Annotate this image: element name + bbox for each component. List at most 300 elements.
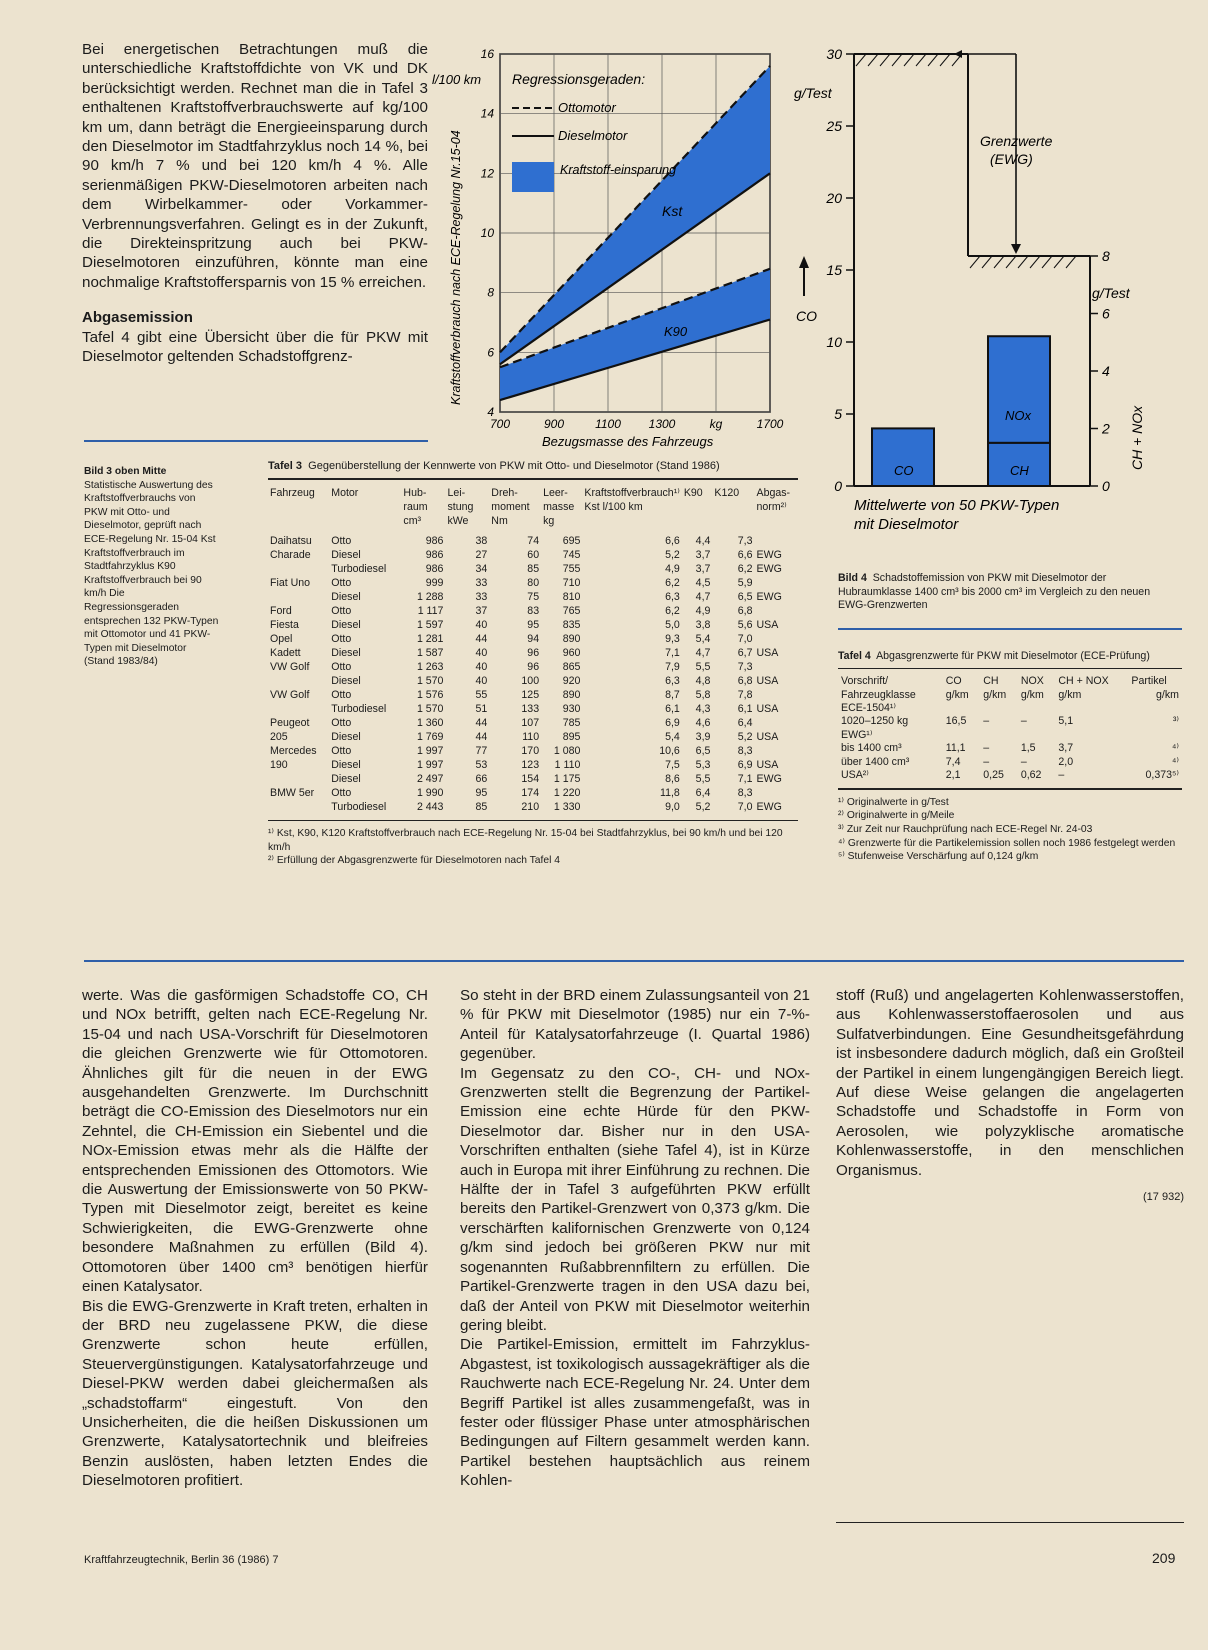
table3-cell: 5,0 [665, 618, 680, 631]
table3-cell: 7,0 [737, 632, 753, 645]
table3-cell: 110 [522, 730, 540, 743]
table3-cell: Otto [331, 632, 352, 645]
table3-row [268, 758, 798, 772]
table3-cell: Diesel [331, 758, 361, 771]
table3-cell: 4,4 [695, 534, 711, 547]
table3-cell: 125 [521, 688, 540, 701]
table3-cell: Fiesta [270, 618, 299, 631]
table3-cell: 6,3 [665, 590, 680, 603]
table3-cell: 1 570 [416, 702, 444, 715]
table3-cell: Diesel [331, 548, 361, 561]
table3-row [268, 674, 798, 688]
table3-cell: 5,4 [695, 632, 711, 645]
table3-cell: 9,3 [665, 632, 680, 645]
fig3-legend-savings: Kraftstoff-einsparung [560, 163, 677, 177]
table4-cell: 2,0 [1058, 755, 1074, 768]
table3-cell: 1 570 [416, 674, 444, 687]
table3-title-label: Tafel 3 [268, 460, 303, 472]
table3-cell: 96 [527, 646, 540, 659]
table3-header-cell: Fahrzeug [270, 486, 315, 499]
table3-cell: Otto [331, 576, 352, 589]
table3-cell: 5,4 [665, 730, 680, 743]
table4-header-cell: g/km [945, 688, 969, 701]
table3-cell: 4,6 [695, 716, 711, 729]
table3-cell: 154 [521, 772, 540, 785]
table4-cell [1128, 702, 1182, 715]
table3-header-cell: K90 [683, 486, 703, 499]
fig4-right-tick-label: 2 [1102, 420, 1110, 437]
table4-cell: 3,7 [1058, 742, 1074, 755]
fig4-limit-text-1: Grenzwerte [980, 133, 1053, 149]
table3-cell: 66 [475, 772, 488, 785]
figure4-caption-text: Schadstoffemission von PKW mit Dieselmotor der Hubraumklasse 1400 cm³ bis 2000 cm³ im Vergleich zu den neuen EWG-Grenzwerten [838, 572, 1151, 612]
table4-cell: ⁴⁾ [1171, 742, 1179, 755]
table3-cell [755, 786, 798, 800]
table3-cell: 96 [527, 660, 540, 673]
fig3-y-unit: l/100 km [432, 72, 482, 87]
table3-cell: 5,2 [737, 730, 753, 743]
table3-row [268, 646, 798, 660]
table3-cell: 5,6 [737, 618, 753, 631]
table4-cell [1055, 729, 1128, 742]
table3-cell: 986 [425, 548, 444, 561]
table3-row [268, 716, 798, 730]
table3-cell: 7,3 [737, 534, 753, 547]
fig3-legend-savings-swatch [512, 162, 554, 192]
table4-title-label: Tafel 4 [838, 650, 871, 662]
table3-cell: 695 [562, 534, 581, 547]
col3-end-rule [836, 1522, 1184, 1523]
table3-cell: Diesel [331, 674, 361, 687]
table3-row [268, 562, 798, 576]
fig3-label-kst: Kst [662, 203, 683, 219]
table3-cell: 1 990 [416, 786, 444, 799]
table3-cell: 55 [475, 688, 488, 701]
table3-cell: USA [756, 674, 779, 687]
table4-cell: 0,62 [1020, 768, 1042, 781]
table3-cell: 2 443 [416, 800, 444, 813]
table3-cell: 1 175 [553, 772, 581, 785]
table3-row [268, 660, 798, 674]
fig4-up-arrow-head [799, 256, 809, 268]
table3-cell: 123 [521, 758, 540, 771]
table3-cell: 785 [562, 716, 581, 729]
col2-paragraph-2: Im Gegensatz zu den CO-, CH- und NOx-Grenzwerten stellt die Begrenzung der Partikel-Emission eine echte Hürde für den PKW-Dieselmotor dar. Bisher nur in den USA-Vorschriften enthalten (siehe Tafel 4), ist in Kürze auch in Europa mit ihrer Einführung zu rechnen. Die Hälfte der in Tafel 3 aufgeführten PKW erfüllt bereits den Partikel-Grenzwert von 0,373 g/km. Die verschärften kalifornischen Grenzwerte von 0,124 g/km sind jedoch bei größeren PKW nur mit sogenannten Rußabbrennfiltern zu erfüllen. Die Partikel-Grenzwerte tragen in den USA dazu bei, daß der Anteil von PKW mit Dieselmotor weiterhin gering bleibt. [460, 1064, 810, 1334]
table4-row [838, 702, 1182, 715]
table3-cell: USA [756, 730, 779, 743]
table4-header-cell: CH [983, 675, 999, 688]
column-2 [460, 986, 810, 1491]
table3-cell: Opel [270, 632, 293, 645]
table3-header-cell: K120 [714, 486, 740, 499]
intro-column [82, 40, 428, 367]
table3-cell: EWG [756, 800, 782, 813]
table3-cell: Diesel [331, 772, 361, 785]
table3-cell [268, 772, 329, 786]
fig4-right-unit: g/Test [1092, 285, 1130, 301]
table3-cell: 6,6 [665, 534, 680, 547]
table3-block [268, 460, 798, 868]
table3-cell: 765 [562, 604, 581, 617]
table3-cell: 5,8 [695, 688, 711, 701]
table3-cell: 37 [475, 604, 488, 617]
table3-cell: Otto [331, 786, 352, 799]
fig4-left-ticks [825, 46, 854, 494]
table3-header-cell: Hub-raum cm³ [403, 486, 428, 527]
table3-cell: 5,3 [695, 758, 711, 771]
table3-cell: 895 [562, 730, 581, 743]
table4-cell: 7,4 [945, 755, 961, 768]
figure3-caption [84, 465, 219, 669]
table3-cell: 835 [562, 618, 581, 631]
table3-cell: 1 587 [416, 646, 444, 659]
fig3-x-tick-label: 1100 [595, 417, 621, 431]
table3-row [268, 590, 798, 604]
table3-cell: 174 [521, 786, 540, 799]
table3-cell: 95 [527, 618, 540, 631]
fig4-chnox-limit-hatch [970, 256, 1076, 268]
table3-cell [755, 534, 798, 548]
table3-cell: Diesel [331, 618, 361, 631]
fig4-right-tick-label: 8 [1102, 248, 1110, 264]
table4-top-rule [838, 668, 1182, 670]
table3-cell: Turbodiesel [331, 562, 387, 575]
table3-cell: 60 [527, 548, 540, 561]
table3-cell: 986 [425, 562, 444, 575]
table3-cell: 710 [562, 576, 581, 589]
table3-cell: 5,9 [737, 576, 753, 589]
table4-header-cell: g/km [983, 688, 1007, 701]
table4-cell: 1,5 [1020, 742, 1036, 755]
table3-body [268, 534, 798, 814]
table4-cell: ECE-1504¹⁾ [841, 701, 897, 714]
table3-cell: 7,5 [665, 758, 680, 771]
table4-block [838, 650, 1182, 864]
table3-cell: 6,5 [695, 744, 711, 757]
table3-cell: 205 [270, 730, 288, 743]
table3-footnotes [268, 827, 788, 868]
table3-cell: 6,7 [737, 646, 753, 659]
table4-bottom-rule [838, 788, 1182, 790]
table3-cell: Otto [331, 716, 352, 729]
fig3-x-axis-label: Bezugsmasse des Fahrzeugs [542, 434, 714, 449]
fig4-left-tick-label: 10 [826, 334, 842, 350]
table3-cell: 5,5 [695, 772, 711, 785]
table3-cell: 7,8 [737, 688, 753, 701]
table3-cell: USA [756, 758, 779, 771]
table4-cell: 0,373⁵⁾ [1145, 768, 1179, 781]
table3-cell: 190 [270, 758, 288, 771]
table4-header-cell: Fahrzeugklasse [841, 688, 916, 701]
table3-cell: 80 [527, 576, 540, 589]
table3-cell: Diesel [331, 590, 361, 603]
table4-cell: 5,1 [1058, 715, 1074, 728]
table4-cell: EWG¹⁾ [841, 728, 873, 741]
table4-cell: über 1400 cm³ [841, 755, 910, 768]
fig3-y-tick-label: 10 [480, 226, 494, 240]
fig4-left-tick-label: 0 [834, 478, 842, 494]
table3-cell: 10,6 [659, 744, 680, 757]
table3-cell [755, 716, 798, 730]
table3-title [268, 460, 798, 472]
table3 [268, 486, 798, 814]
table4-title-text: Abgasgrenzwerte für PKW mit Dieselmotor (ECE-Prüfung) [876, 650, 1150, 662]
table3-cell: 51 [475, 702, 488, 715]
table3-cell: 77 [475, 744, 488, 757]
table3-cell: 8,3 [737, 744, 753, 757]
table4-cell: USA²⁾ [841, 768, 869, 781]
table3-cell: Otto [331, 688, 352, 701]
table3-cell: 6,8 [737, 604, 753, 617]
col1-paragraph-1: werte. Was die gasförmigen Schadstoffe CO, CH und NOx betrifft, gelten nach ECE-Regelung Nr. 15-04 und nach USA-Vorschrift für Dieselmotoren die gleichen Grenzwerte wie für Ottomotoren. Ähnliches gilt für die neuen in der EWG ausgehandelten Grenzwerte. Im Durchschnitt beträgt die CO-Emission des Dieselmotors nur ein Zehntel, die CH-Emission ein Siebentel und die NOx-Emission etwas mehr als die Hälfte der entsprechenden Emissionen des Ottomotors. Wie die Auswertung der Emissionswerte von 50 PKW-Typen mit Dieselmotor zeigt, bereitet es keine Schwierigkeiten, die EWG-Grenzwerte ohne besondere Maßnahmen zu erfüllen (Bild 4). Ottomotoren über 1400 cm³ benötigen hierfür einen Katalysator. [82, 987, 428, 1296]
table3-cell: 8,6 [665, 772, 680, 785]
table3-row [268, 702, 798, 716]
table3-cell: 75 [527, 590, 540, 603]
page-number: 209 [1152, 1550, 1176, 1566]
table3-cell: 83 [527, 604, 540, 617]
table3-cell: USA [756, 702, 779, 715]
table3-cell: 4,3 [695, 702, 711, 715]
figure3-caption-title: Bild 3 oben Mitte [84, 466, 167, 477]
table3-cell: 6,5 [737, 590, 753, 603]
col2-paragraph-3: Die Partikel-Emission, ermittelt im Fahrzyklus-Abgastest, ist toxikologisch aussagekräftiger als die Rauchwerte nach ECE-Regelung Nr. 24. Unter dem Begriff Partikel ist alles zusammengefaßt, was in fester oder flüssiger Phase unter atmosphärischen Bedingungen auf Filtern gesammelt werden kann. Partikel bestehen hauptsächlich aus reinem Kohlen- [460, 1336, 810, 1490]
table3-cell: 3,7 [695, 562, 711, 575]
table3-cell: 40 [475, 646, 488, 659]
col3-paragraph-1: stoff (Ruß) und angelagerten Kohlenwasserstoffen, aus Kohlenwasserstoffaerosolen und aus Sulfatverbindungen. Eine Gesundheitsgefährdung ist insbesondere dadurch möglich, daß ein Großteil der Partikel in einem lungengängigen Bereich liegt. Auf diese Weise gelangen die angelagerten Schadstoffe und Schadstoffe in Form von Aerosolen, wie polyzyklische aromatische Kohlenwasserstoffe, in den menschlichen Organismus. [836, 987, 1184, 1179]
table4-cell: – [983, 715, 990, 728]
table3-cell [755, 632, 798, 646]
table3-header-cell: Motor [331, 486, 359, 499]
table3-cell: 44 [475, 632, 488, 645]
table3-cell: 6,8 [737, 674, 753, 687]
fig4-x-text-2: mit Dieselmotor [854, 516, 959, 533]
table3-cell [755, 660, 798, 674]
fig3-y-tick-label: 4 [487, 405, 494, 419]
table3-cell: 6,1 [665, 702, 680, 715]
fig4-right-axis-name: CH + NOx [1129, 405, 1145, 470]
table3-cell: USA [756, 618, 779, 631]
table3-cell: 890 [562, 688, 581, 701]
table3-cell: 865 [562, 660, 581, 673]
fig3-x-tick-label: 1300 [648, 417, 676, 431]
table3-cell: EWG [756, 590, 782, 603]
table3-cell: 4,9 [665, 562, 680, 575]
table3-row [268, 772, 798, 786]
table4-cell: – [1058, 768, 1065, 781]
fig3-x-tick-label: kg [709, 417, 723, 431]
intro-paragraph: Bei energetischen Betrachtungen muß die unterschiedliche Kraftstoffdichte von VK und DK berücksichtigt werden. Rechnet man die in Tafel 3 enthaltenen Kraftstoffverbrauchswerte auf kg/100 km um, dann beträgt die Energieeinsparung durch den Dieselmotor im Stadtfahrzyklus noch 14 %, bei 90 km/h 7 % und bei 120 km/h 4 %. Alle serienmäßigen PKW-Dieselmotoren arbeiten nach dem Wirbelkammer- oder Vorkammer-Verbrennungsverfahren. Gelingt es in der Zukunft, die Direkteinspritzung auch bei PKW-Dieselmotoren einzuführen, könnte man eine nochmalige Kraftstoffersparnis von 15 % erreichen. [82, 41, 428, 291]
table3-cell: 1 769 [416, 730, 444, 743]
table3-cell: 2 497 [416, 772, 444, 785]
fig3-y-tick-label: 8 [487, 285, 494, 300]
table3-cell: 7,1 [665, 646, 680, 659]
table4-header-cell: Partikel [1131, 675, 1167, 688]
blue-rule-right [838, 628, 1182, 630]
table4-footnote: ³⁾ Zur Zeit nur Rauchprüfung nach ECE-Regel Nr. 24-03 [838, 824, 1093, 836]
table4-footnote: ²⁾ Originalwerte in g/Meile [838, 810, 955, 822]
table3-cell [755, 688, 798, 702]
table4-cell [980, 702, 1018, 715]
table4-cell: – [983, 742, 990, 755]
table3-cell: 1 263 [416, 660, 444, 673]
table3-cell: EWG [756, 548, 782, 561]
column-1 [82, 986, 428, 1491]
table3-cell: 5,2 [665, 548, 680, 561]
table3-footnote-2: ²⁾ Erfüllung der Abgasgrenzwerte für Dieselmotoren nach Tafel 4 [268, 855, 560, 867]
table4-cell [943, 729, 981, 742]
col2-paragraph-1: So steht in der BRD einem Zulassungsanteil von 21 % für PKW mit Dieselmotor (1985) nur ein 7-%-Anteil für Katalysatorfahrzeuge (I. Quartal 1986) gegenüber. [460, 987, 810, 1063]
table4-cell: ⁴⁾ [1171, 755, 1179, 768]
table3-cell: 8,7 [665, 688, 680, 701]
table3-cell: 170 [521, 744, 540, 757]
table4-cell: – [1020, 755, 1027, 768]
table3-header-cell: Lei-stung kWe [447, 486, 474, 527]
fig4-bar-nox [988, 336, 1050, 443]
table3-cell: 1 997 [416, 744, 444, 757]
table4-cell: 2,1 [945, 768, 961, 781]
table3-cell: 1 360 [416, 716, 444, 729]
fig3-y-tick-label: 6 [487, 345, 494, 360]
fig3-legend-diesel: Dieselmotor [558, 128, 628, 143]
table3-cell: USA [756, 646, 779, 659]
figure4-chart [790, 40, 1200, 560]
table3-cell: 9,0 [665, 800, 680, 813]
table3-cell: Otto [331, 660, 352, 673]
section-intro: Tafel 4 gibt eine Übersicht über die für PKW mit Dieselmotor geltenden Schadstoffgrenz- [82, 328, 428, 366]
fig4-x-text-1: Mittelwerte von 50 PKW-Typen [854, 497, 1060, 514]
table3-cell: Peugeot [270, 716, 310, 729]
table3-cell: 6,2 [737, 562, 753, 575]
table3-cell: 40 [475, 618, 488, 631]
table4-header-cell: g/km [1058, 688, 1082, 701]
fig4-limit-text-2: (EWG) [990, 151, 1033, 167]
fig4-bar-ch-label: CH [1010, 463, 1029, 478]
table3-cell: 53 [475, 758, 488, 771]
table4-cell [1018, 702, 1056, 715]
table3-top-rule [268, 478, 798, 480]
table3-cell: 810 [562, 590, 581, 603]
table3-row [268, 534, 798, 548]
table3-cell: 7,1 [737, 772, 753, 785]
fig3-x-tick-labels [490, 417, 784, 431]
table3-cell: 960 [562, 646, 581, 659]
table3-cell: 920 [562, 674, 581, 687]
fig3-y-tick-labels [481, 47, 495, 419]
table4-cell: 11,1 [945, 742, 966, 755]
table4-cell [980, 729, 1018, 742]
table3-cell: 210 [521, 800, 540, 813]
blue-rule-full [84, 960, 1184, 962]
table3-cell: 3,7 [695, 548, 711, 561]
table3-row [268, 618, 798, 632]
blue-rule-left [84, 440, 428, 442]
fig3-y-tick-label: 14 [480, 106, 494, 121]
table3-cell: 3,8 [695, 618, 711, 631]
table3-cell: 95 [475, 786, 488, 799]
fig4-arrow-head [1011, 244, 1021, 254]
table3-title-text: Gegenüberstellung der Kennwerte von PKW mit Otto- und Dieselmotor (Stand 1986) [308, 460, 720, 472]
table3-cell: 1 117 [417, 604, 444, 617]
table4-title [838, 650, 1182, 664]
table3-cell: 755 [562, 562, 581, 575]
fig4-bar-nox-label: NOx [1005, 408, 1031, 423]
table3-cell: Diesel [331, 730, 361, 743]
table3-cell: 930 [562, 702, 581, 715]
table3-header-cell: Leer-masse kg [543, 486, 575, 527]
table3-cell: 44 [475, 716, 488, 729]
fig4-left-tick-label: 5 [834, 406, 842, 422]
table3-cell: 74 [527, 534, 540, 547]
fig3-legend-otto: Ottomotor [558, 100, 616, 115]
table4-cell: – [1020, 715, 1027, 728]
table3-cell [268, 702, 329, 716]
table3-cell: Diesel [331, 646, 361, 659]
table4-cell: – [983, 755, 990, 768]
table4-cell: 1020–1250 kg [841, 715, 909, 728]
table3-cell: Mercedes [270, 744, 317, 757]
table3-cell: Turbodiesel [331, 702, 387, 715]
table3-row [268, 548, 798, 562]
fig4-left-axis-name: CO [796, 308, 817, 324]
table3-cell: 1 288 [416, 590, 444, 603]
table4-header-cell: CO [945, 675, 962, 688]
fig4-bar-co-label: CO [894, 463, 914, 478]
table4-cell: ³⁾ [1172, 715, 1179, 728]
table3-header-row [268, 486, 798, 534]
fig4-right-tick-label: 6 [1102, 305, 1110, 322]
table3-cell [268, 674, 329, 688]
article-number: (17 932) [1143, 1191, 1184, 1204]
table3-bottom-rule [268, 820, 798, 822]
table3-cell: 3,9 [695, 730, 711, 743]
fig3-y-axis-label: Kraftstoffverbrauch nach ECE-Regelung Nr.15-04 [449, 130, 463, 405]
table4-header-cell: CH + NOX [1058, 675, 1109, 688]
table4-row [838, 769, 1182, 782]
fig4-left-tick-label: 30 [826, 46, 842, 62]
table3-row [268, 744, 798, 758]
table3-cell: 85 [475, 800, 488, 813]
table3-cell: 4,7 [695, 646, 711, 659]
table3-cell [268, 590, 329, 604]
table3-cell: 6,4 [737, 716, 753, 729]
table3-cell: 7,3 [737, 660, 753, 673]
table3-row [268, 800, 798, 814]
table3-cell: Fiat Uno [270, 576, 311, 589]
table3-cell: EWG [756, 772, 782, 785]
table4 [838, 675, 1182, 782]
table3-cell: Otto [331, 744, 352, 757]
fig4-right-tick-label: 4 [1102, 363, 1110, 379]
table3-cell: 986 [425, 534, 444, 547]
table4-header-row-2 [838, 689, 1182, 702]
table3-header-cell: Dreh-moment Nm [491, 486, 530, 527]
table4-cell: 16,5 [945, 715, 967, 728]
table4-header-cell: g/km [1020, 688, 1044, 701]
fig3-x-tick-label: 700 [489, 417, 511, 431]
figure3-caption-text: Statistische Auswertung des Kraftstoffverbrauchs von PKW mit Otto- und Dieselmotor, geprüft nach ECE-Regelung Nr. 15-04 Kst Kraftstoffverbrauch im Stadtfahrzyklus K90 Kraftstoffverbrauch bei 90 km/h Die Regressionsgeraden entsprechen 132 PKW-Typen mit Ottomotor und 41 PKW-Typen mit Dieselmotor (Stand 1983/84) [84, 479, 219, 668]
footer-journal: Kraftfahrzeugtechnik, Berlin 36 (1986) 7 [84, 1554, 279, 1566]
table3-cell: 745 [562, 548, 581, 561]
fig4-arrow-head-left [954, 50, 962, 58]
table3-row [268, 576, 798, 590]
table3-cell: 1 080 [553, 744, 581, 757]
figure4-caption [838, 572, 1178, 613]
fig3-legend-title: Regressionsgeraden: [512, 71, 646, 87]
table3-cell: Otto [331, 534, 352, 547]
table4-row [838, 756, 1182, 769]
table3-row [268, 632, 798, 646]
table3-cell: 40 [475, 660, 488, 673]
